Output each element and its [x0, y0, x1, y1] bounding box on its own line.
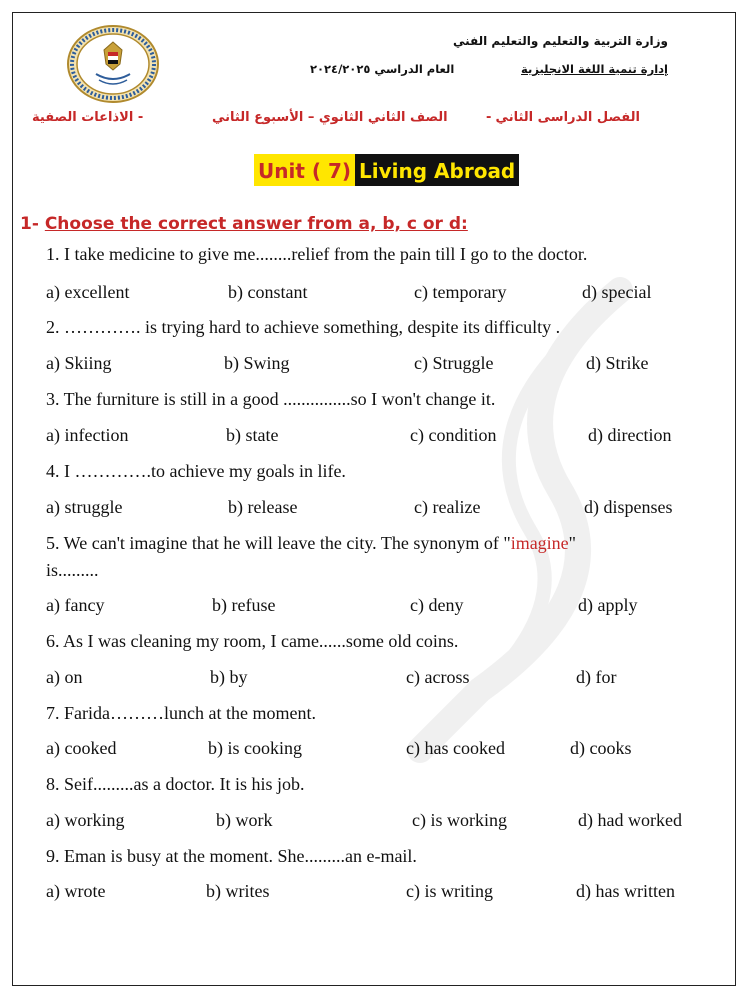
- question-6: 6. As I was cleaning my room, I came......some old coins.: [46, 631, 459, 651]
- separator: -: [486, 110, 492, 125]
- option-7c[interactable]: c) has cooked: [406, 738, 505, 758]
- option-2d[interactable]: d) Strike: [586, 353, 649, 373]
- question-9: 9. Eman is busy at the moment. She.........an e-mail.: [46, 846, 417, 866]
- option-8c[interactable]: c) is working: [412, 810, 507, 830]
- option-1b[interactable]: b) constant: [228, 282, 308, 302]
- question-1: 1. I take medicine to give me........relief from the pain till I go to the doctor.: [46, 244, 588, 264]
- unit-title: [254, 154, 519, 186]
- academic-year: العام الدراسي ٢٠٢٤/٢٠٢٥: [310, 62, 455, 76]
- question-2: 2. …………. is trying hard to achieve something, despite its difficulty .: [46, 317, 561, 337]
- option-5d[interactable]: d) apply: [578, 595, 638, 615]
- option-3a[interactable]: a) infection: [46, 425, 129, 445]
- ministry-seal-logo: [66, 24, 160, 104]
- option-8d[interactable]: d) had worked: [578, 810, 682, 830]
- section-instructions: Choose the correct answer from a, b, c or d:: [44, 214, 468, 234]
- unit-number: Unit ( 7): [254, 154, 355, 186]
- option-2c[interactable]: c) Struggle: [414, 353, 494, 373]
- option-3c[interactable]: c) condition: [410, 425, 497, 445]
- option-3b[interactable]: b) state: [226, 425, 279, 445]
- option-6d[interactable]: d) for: [576, 667, 617, 687]
- option-6a[interactable]: a) on: [46, 667, 83, 687]
- option-4c[interactable]: c) realize: [414, 497, 481, 517]
- option-9d[interactable]: d) has written: [576, 881, 675, 901]
- question-5-keyword: imagine: [510, 533, 569, 553]
- option-2a[interactable]: a) Skiing: [46, 353, 112, 373]
- ministry-name: وزارة التربية والتعليم والتعليم الفني: [452, 34, 668, 48]
- option-1c[interactable]: c) temporary: [414, 282, 507, 302]
- unit-name: Living Abroad: [355, 154, 519, 186]
- question-7: 7. Farida………lunch at the moment.: [46, 703, 316, 723]
- option-7d[interactable]: d) cooks: [570, 738, 632, 758]
- section-number: 1-: [20, 214, 39, 234]
- option-9b[interactable]: b) writes: [206, 881, 270, 901]
- question-4: 4. I ………….to achieve my goals in life.: [46, 461, 346, 481]
- option-5c[interactable]: c) deny: [410, 595, 464, 615]
- option-7b[interactable]: b) is cooking: [208, 738, 302, 758]
- question-5-text: 5. We can't imagine that he will leave the city. The synonym of ": [46, 533, 511, 553]
- option-7a[interactable]: a) cooked: [46, 738, 117, 758]
- question-5-quote: ": [568, 533, 577, 553]
- option-2b[interactable]: b) Swing: [224, 353, 290, 373]
- option-6b[interactable]: b) by: [210, 667, 248, 687]
- option-4b[interactable]: b) release: [228, 497, 298, 517]
- question-5: [46, 533, 576, 554]
- question-5-line2: is.........: [46, 560, 99, 580]
- option-9a[interactable]: a) wrote: [46, 881, 106, 901]
- option-1a[interactable]: a) excellent: [46, 282, 130, 302]
- option-1d[interactable]: d) special: [582, 282, 652, 302]
- grade-week-label: الصف الثاني الثانوي – الأسبوع الثاني: [212, 110, 448, 125]
- section-heading: [20, 214, 468, 234]
- option-8a[interactable]: a) working: [46, 810, 125, 830]
- school-radio-label: - الاذاعات الصفية: [32, 110, 144, 125]
- option-4a[interactable]: a) struggle: [46, 497, 123, 517]
- option-4d[interactable]: d) dispenses: [584, 497, 673, 517]
- option-5a[interactable]: a) fancy: [46, 595, 105, 615]
- term-label: الفصل الدراسى الثاني: [495, 110, 640, 125]
- option-9c[interactable]: c) is writing: [406, 881, 493, 901]
- option-6c[interactable]: c) across: [406, 667, 470, 687]
- option-8b[interactable]: b) work: [216, 810, 273, 830]
- question-3: 3. The furniture is still in a good ...............so I won't change it.: [46, 389, 496, 409]
- option-3d[interactable]: d) direction: [588, 425, 672, 445]
- option-5b[interactable]: b) refuse: [212, 595, 276, 615]
- department-name: إدارة تنمية اللغة الانجليزية: [521, 62, 668, 76]
- question-8: 8. Seif.........as a doctor. It is his job.: [46, 774, 305, 794]
